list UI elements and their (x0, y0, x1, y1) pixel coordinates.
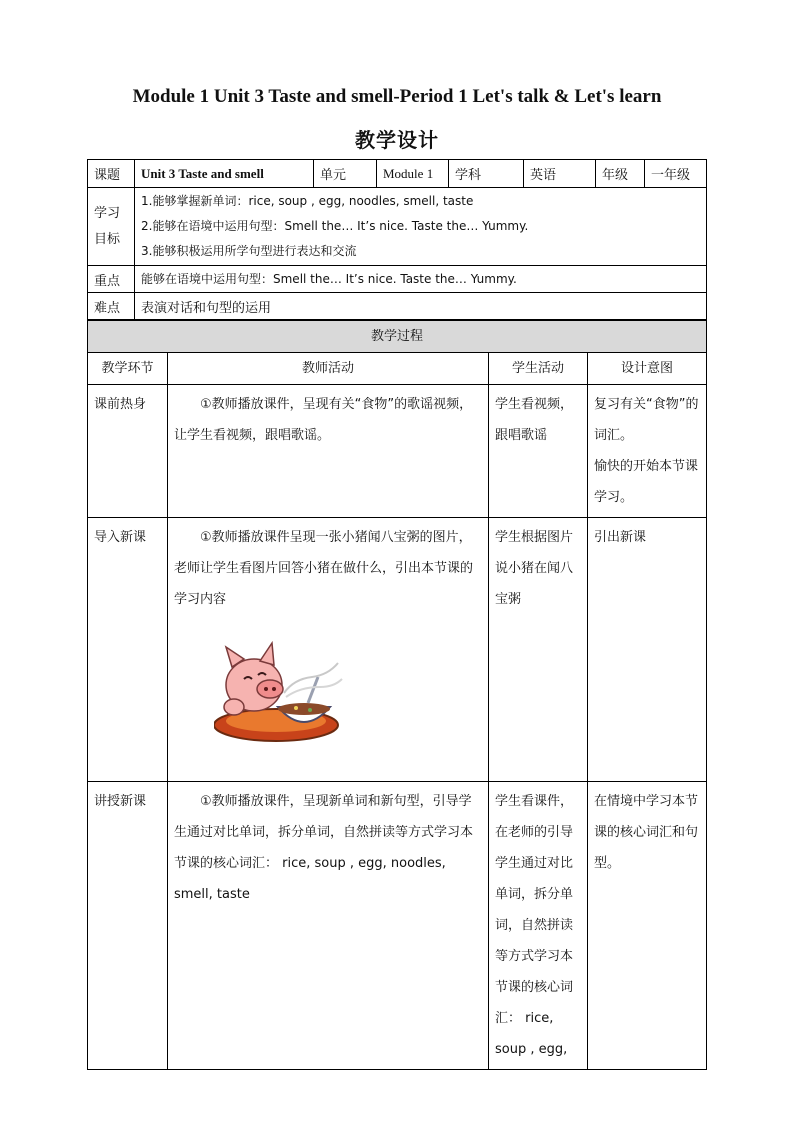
document-subtitle: 教学设计 (355, 128, 439, 152)
column-header-intent: 设计意图 (588, 353, 707, 385)
grade-value: 一年级 (645, 160, 707, 188)
design-intent-cell: 在情境中学习本节课的核心词汇和句型。 (588, 782, 707, 1070)
unit-label: 单元 (314, 160, 377, 188)
design-intent-cell: 引出新课 (588, 518, 707, 782)
stage-cell: 课前热身 (88, 385, 168, 518)
process-header: 教学过程 (88, 321, 707, 353)
student-activity-cell: 学生根据图片说小猪在闻八宝粥 (489, 518, 588, 782)
teacher-activity-text: ①教师播放课件呈现一张小猪闻八宝粥的图片，老师让学生看图片回答小猪在做什么，引出本节课的学习内容 (174, 530, 474, 607)
topic-value: Unit 3 Taste and smell (135, 160, 314, 188)
topic-label: 课题 (88, 160, 135, 188)
objectives-label-line1: 学习 (94, 205, 121, 221)
document-title: Module 1 Unit 3 Taste and smell-Period 1 Let's talk & Let's learn (132, 86, 662, 107)
design-intent-line: 复习有关“食物”的词汇。 (594, 397, 699, 443)
objective-item: 3.能够积极运用所学句型进行表达和交流 (141, 244, 357, 258)
teacher-activity-cell (168, 518, 489, 782)
pig-smelling-porridge-illustration (174, 615, 482, 759)
design-intent-cell (588, 385, 707, 518)
unit-value: Module 1 (377, 160, 449, 188)
design-intent-line: 愉快的开始本节课学习。 (594, 459, 699, 505)
column-header-student: 学生活动 (489, 353, 588, 385)
difficult-point-value: 表演对话和句型的运用 (135, 293, 707, 320)
key-point-value: 能够在语境中运用句型：Smell the… It’s nice. Taste the… Yummy. (135, 266, 707, 293)
objectives-label (88, 188, 135, 266)
column-header-stage: 教学环节 (88, 353, 168, 385)
objectives-cell (135, 188, 707, 266)
objectives-label-line2: 目标 (94, 231, 121, 247)
stage-cell: 导入新课 (88, 518, 168, 782)
student-activity-cell: 学生看视频，跟唱歌谣 (489, 385, 588, 518)
teacher-activity-cell: ①教师播放课件，呈现新单词和新句型，引导学生通过对比单词，拆分单词，自然拼读等方式学习本节课的核心词汇： rice, soup , egg, noodles, smell, taste (168, 782, 489, 1070)
difficult-point-label: 难点 (88, 293, 135, 320)
teacher-activity-cell: ①教师播放课件，呈现有关“食物”的歌谣视频，让学生看视频，跟唱歌谣。 (168, 385, 489, 518)
stage-cell: 讲授新课 (88, 782, 168, 1070)
student-activity-cell: 学生看课件，在老师的引导学生通过对比单词，拆分单词，自然拼读等方式学习本节课的核心词汇： rice, soup , egg, (489, 782, 588, 1070)
pig-illustration-icon (214, 637, 354, 747)
objective-item: 2.能够在语境中运用句型：Smell the… It’s nice. Taste the… Yummy. (141, 219, 529, 233)
key-point-label: 重点 (88, 266, 135, 293)
lesson-info-table (87, 159, 707, 320)
subject-value: 英语 (524, 160, 596, 188)
grade-label: 年级 (596, 160, 645, 188)
objective-item: 1.能够掌握新单词：rice, soup , egg, noodles, smell, taste (141, 194, 474, 208)
subject-label: 学科 (449, 160, 524, 188)
column-header-teacher: 教师活动 (168, 353, 489, 385)
teaching-process-table (87, 320, 707, 1070)
